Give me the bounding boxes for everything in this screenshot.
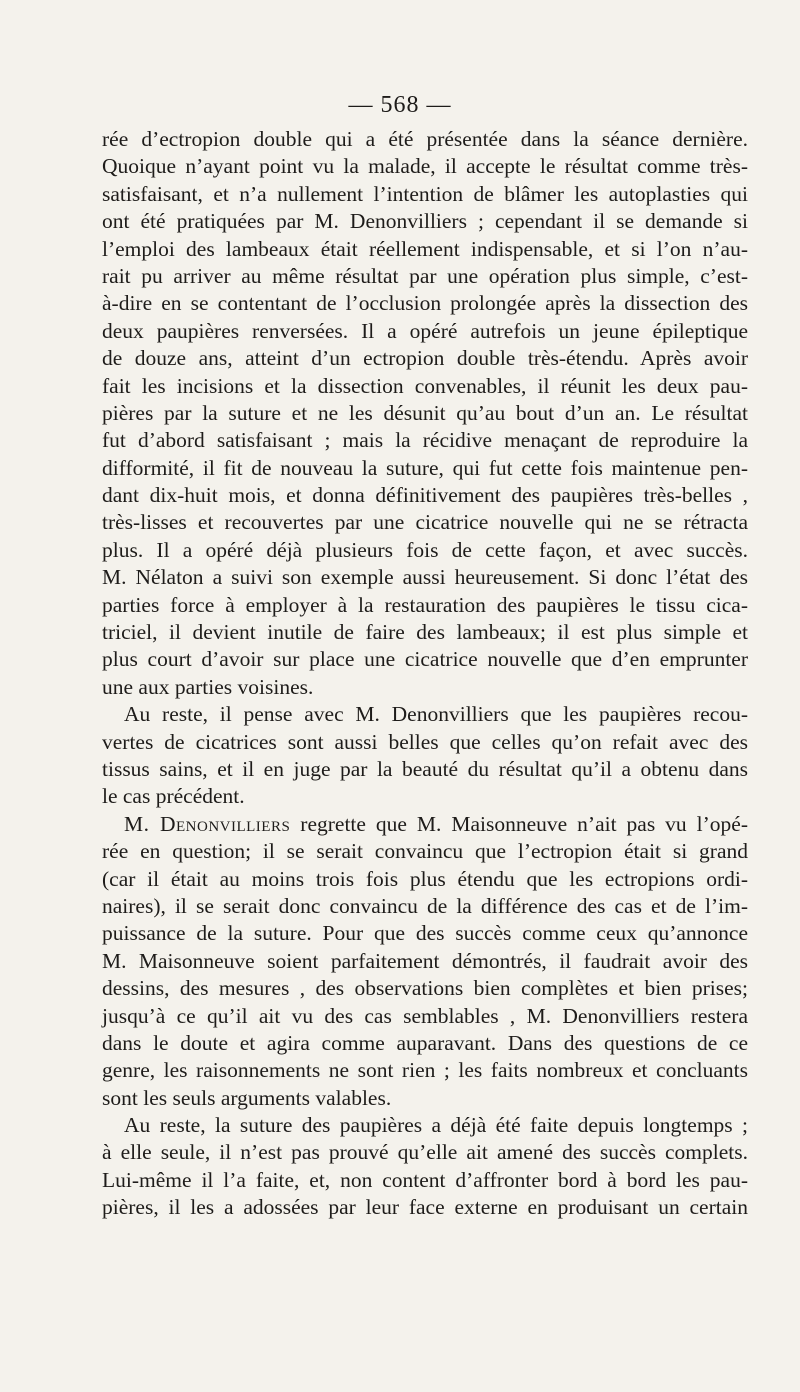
text-line: à-dire en se contentant de l’occlusion prolongée après la dissection des (102, 291, 748, 316)
text-line (102, 811, 748, 838)
text-line: naires), il se serait donc convaincu de la différence des cas et de l’im- (102, 893, 748, 918)
text-line: plus. Il a opéré déjà plusieurs fois de cette façon, et avec succès. (102, 537, 748, 562)
line-text: regrette que M. Maisonneuve n’ait pas vu l’opé- (290, 811, 748, 836)
text-line: triciel, il devient inutile de faire des lambeaux; il est plus simple et (102, 620, 748, 645)
text-line: à elle seule, il n’est pas prouvé qu’elle ait amené des succès complets. (102, 1140, 748, 1165)
text-line: genre, les raisonnements ne sont rien ; les faits nombreux et concluants (102, 1058, 748, 1083)
text-line: une aux parties voisines. (102, 674, 314, 699)
text-line: M. Nélaton a suivi son exemple aussi heureusement. Si donc l’état des (102, 565, 748, 590)
text-line: vertes de cicatrices sont aussi belles que celles qu’on refait avec des (102, 729, 748, 754)
text-line: Au reste, la suture des paupières a déjà été faite depuis longtemps ; (124, 1113, 748, 1138)
text-line: parties force à employer à la restauration des paupières le tissu cica- (102, 592, 748, 617)
text-line: rée en question; il se serait convaincu que l’ectropion était si grand (102, 839, 748, 864)
text-line: fut d’abord satisfaisant ; mais la récidive menaçant de reproduire la (102, 428, 748, 453)
text-line: difformité, il fit de nouveau la suture, qui fut cette fois maintenue pen- (102, 455, 748, 480)
text-line: dans le doute et agira comme auparavant. Dans des questions de ce (102, 1030, 748, 1055)
page-number: — 568 — (348, 92, 452, 118)
body-text (102, 126, 748, 1222)
text-line: le cas précédent. (102, 784, 245, 809)
text-line: l’emploi des lambeaux était réellement indispensable, et si l’on n’au- (102, 236, 748, 261)
text-line: dant dix-huit mois, et donna définitivement des paupières très-belles , (102, 483, 748, 508)
text-line: pières par la suture et ne les désunit qu’au bout d’un an. Le résultat (102, 400, 748, 425)
text-line: ont été pratiquées par M. Denonvilliers ; cependant il se demande si (102, 209, 748, 234)
text-line: Au reste, il pense avec M. Denonvilliers que les paupières recou- (124, 702, 748, 727)
text-line: (car il était au moins trois fois plus étendu que les ectropions ordi- (102, 866, 748, 891)
text-line: pières, il les a adossées par leur face externe en produisant un certain (102, 1195, 748, 1220)
text-line: plus court d’avoir sur place une cicatrice nouvelle que d’en emprunter (102, 647, 748, 672)
text-line: Quoique n’ayant point vu la malade, il accepte le résultat comme très- (102, 154, 748, 179)
text-line: très-lisses et recouvertes par une cicatrice nouvelle qui ne se rétracta (102, 510, 748, 535)
text-line: tissus sains, et il en juge par la beauté du résultat qu’il a obtenu dans (102, 756, 748, 781)
text-line: fait les incisions et la dissection convenables, il réunit les deux pau- (102, 373, 748, 398)
text-line: satisfaisant, et n’a nullement l’intention de blâmer les autoplasties qui (102, 181, 748, 206)
text-line: M. Maisonneuve soient parfaitement démontrés, il faudrait avoir des (102, 948, 748, 973)
text-line: rée d’ectropion double qui a été présentée dans la séance dernière. (102, 127, 748, 151)
text-line: Lui-même il l’a faite, et, non content d’affronter bord à bord les pau- (102, 1167, 748, 1192)
text-line: puissance de la suture. Pour que des succès comme ceux qu’annonce (102, 921, 748, 946)
text-line: deux paupières renversées. Il a opéré autrefois un jeune épileptique (102, 318, 748, 343)
text-line: jusqu’à ce qu’il ait vu des cas semblables , M. Denonvilliers restera (102, 1003, 748, 1028)
text-line: rait pu arriver au même résultat par une opération plus simple, c’est- (102, 263, 748, 288)
text-line: dessins, des mesures , des observations bien complètes et bien prises; (102, 976, 748, 1001)
speaker-name: M. Denonvilliers (124, 811, 291, 836)
text-line: de douze ans, atteint d’un ectropion double très-étendu. Après avoir (102, 346, 748, 371)
text-line: sont les seuls arguments valables. (102, 1085, 392, 1110)
